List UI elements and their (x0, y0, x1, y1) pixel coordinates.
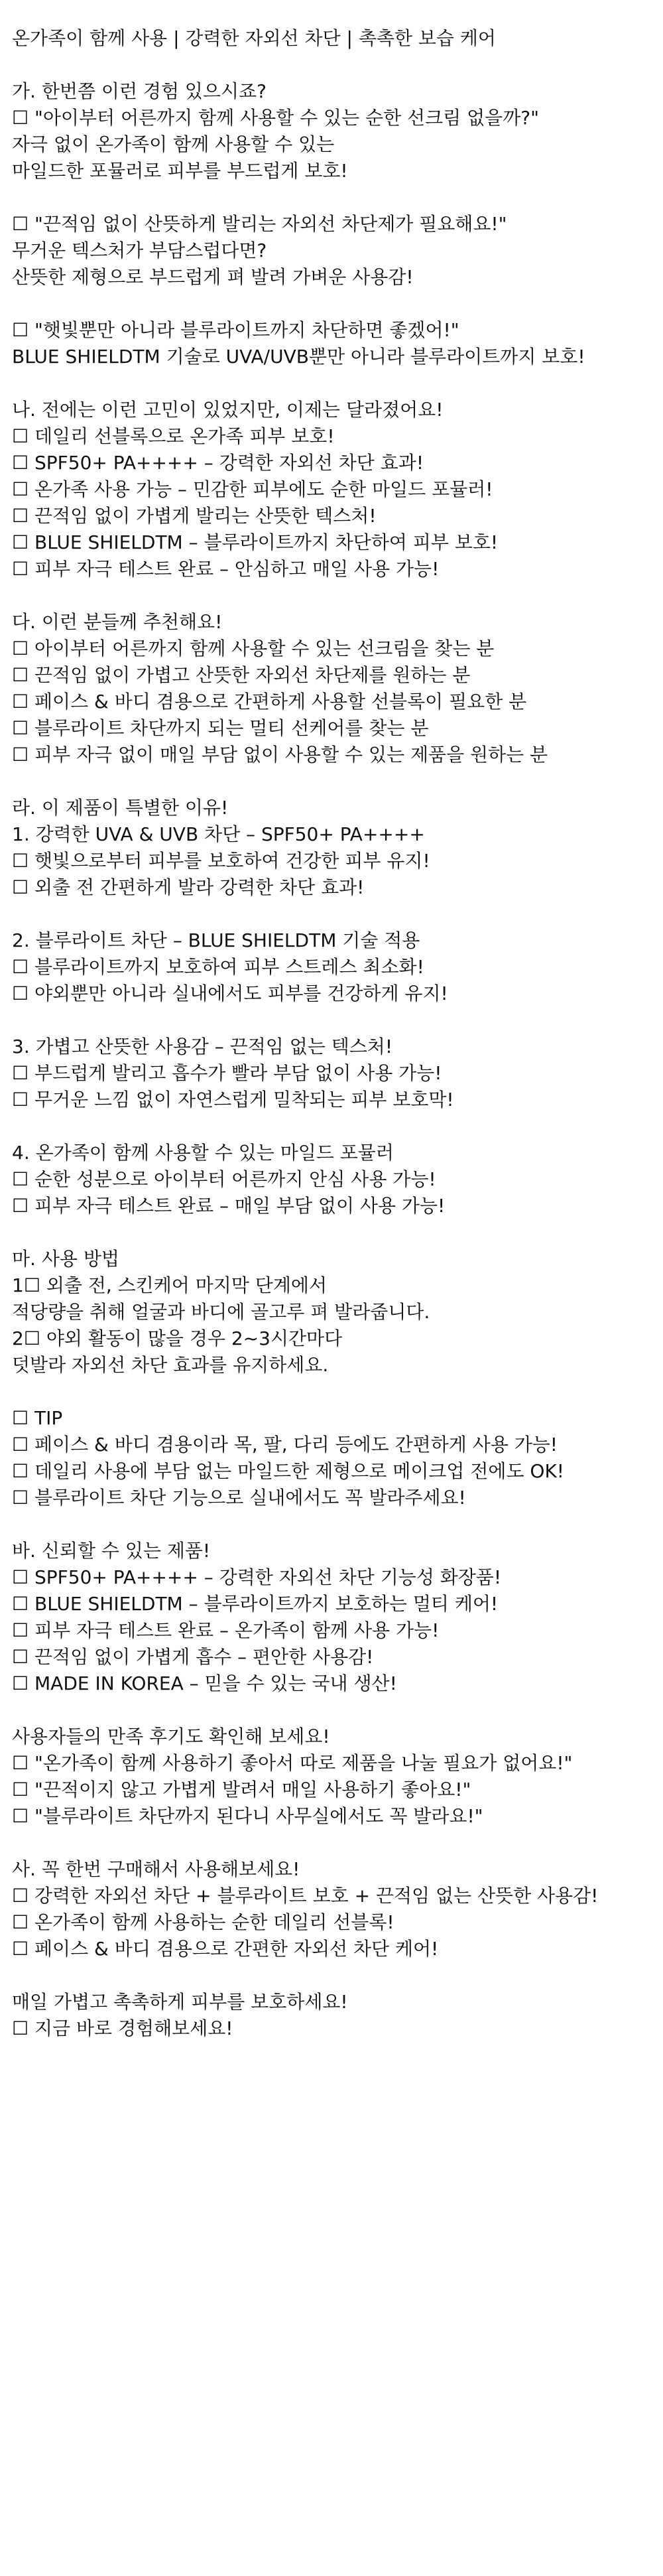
section-line-first: 라. 이 제품이 특별한 이유! (12, 797, 229, 819)
section-line: ☐ 페이스 & 바디 겸용으로 간편하게 사용할 선블록이 필요한 분 (12, 691, 527, 712)
section-line: 무거운 텍스처가 부담스럽다면? (12, 239, 267, 261)
section-line-first: 바. 신뢰할 수 있는 제품! (12, 1540, 211, 1562)
section-line: ☐ "아이부터 어른까지 함께 사용할 수 있는 순한 선크림 없을까?" (12, 107, 539, 129)
section-line-first: 3. 가볍고 산뜻한 사용감 – 끈적임 없는 텍스처! (12, 1036, 393, 1057)
section-line: ☐ 끈적임 없이 가볍고 산뜻한 자외선 차단제를 원하는 분 (12, 664, 471, 686)
section-line: ☐ SPF50+ PA++++ – 강력한 자외선 차단 기능성 화장품! (12, 1566, 502, 1588)
section-line-first: 4. 온가족이 함께 사용할 수 있는 마일드 포뮬러 (12, 1142, 394, 1164)
section-line-first: 다. 이런 분들께 추천해요! (12, 611, 223, 633)
section-line: ☐ 페이스 & 바디 겸용이라 목, 팔, 다리 등에도 간편하게 사용 가능! (12, 1434, 558, 1456)
section-line: ☐ 블루라이트 차단 기능으로 실내에서도 꼭 발라주세요! (12, 1487, 466, 1509)
section-line: ☐ "끈적이지 않고 가볍게 발려서 매일 사용하기 좋아요!" (12, 1779, 471, 1800)
section-line: ☐ SPF50+ PA++++ – 강력한 자외선 차단 효과! (12, 452, 424, 474)
section-line: 1☐ 외출 전, 스킨케어 마지막 단계에서 (12, 1274, 327, 1296)
page-title: 온가족이 함께 사용 | 강력한 자외선 차단 | 촉촉한 보습 케어 (12, 27, 496, 49)
section-line: ☐ 아이부터 어른까지 함께 사용할 수 있는 선크림을 찾는 분 (12, 638, 495, 659)
section-line-first: 가. 한번쯤 이런 경험 있으시죠? (12, 80, 267, 102)
section-line: ☐ 부드럽게 발리고 흡수가 빨라 부담 없이 사용 가능! (12, 1062, 442, 1084)
section-line: ☐ 온가족 사용 가능 – 민감한 피부에도 순한 마일드 포뮬러! (12, 478, 493, 500)
section-line-first: 매일 가볍고 촉촉하게 피부를 보호하세요! (12, 1991, 348, 2013)
section-line-first: 마. 사용 방법 (12, 1248, 119, 1270)
section-line: ☐ 온가족이 함께 사용하는 순한 데일리 선블록! (12, 1911, 394, 1933)
section-line: ☐ 페이스 & 바디 겸용으로 간편한 자외선 차단 케어! (12, 1938, 439, 1960)
section-line: ☐ 외출 전 간편하게 발라 강력한 차단 효과! (12, 876, 365, 898)
section-line: ☐ 끈적임 없이 가볍게 발리는 산뜻한 텍스처! (12, 505, 377, 527)
section-line: ☐ BLUE SHIELDTM – 블루라이트까지 보호하는 멀티 케어! (12, 1593, 499, 1615)
section-line: ☐ 강력한 자외선 차단 + 블루라이트 보호 + 끈적임 없는 산뜻한 사용감! (12, 1885, 599, 1907)
section-line: ☐ 피부 자극 테스트 완료 – 매일 부담 없이 사용 가능! (12, 1195, 446, 1217)
section-line-first: 2. 블루라이트 차단 – BLUE SHIELDTM 기술 적용 (12, 929, 420, 951)
section-line: ☐ MADE IN KOREA – 믿을 수 있는 국내 생산! (12, 1672, 397, 1694)
section-line: 1. 강력한 UVA & UVB 차단 – SPF50+ PA++++ (12, 823, 425, 845)
section-line: ☐ 야외뿐만 아니라 실내에서도 피부를 건강하게 유지! (12, 983, 448, 1004)
section-line: ☐ 피부 자극 없이 매일 부담 없이 사용할 수 있는 제품을 원하는 분 (12, 744, 548, 766)
section-line-first: ☐ TIP (12, 1407, 63, 1429)
section-line: ☐ 블루라이트 차단까지 되는 멀티 선케어를 찾는 분 (12, 717, 429, 739)
section-line: 자극 없이 온가족이 함께 사용할 수 있는 (12, 133, 335, 155)
section-line: ☐ 데일리 선블록으로 온가족 피부 보호! (12, 425, 335, 447)
section-line: BLUE SHIELDTM 기술로 UVA/UVB뿐만 아니라 블루라이트까지 보호! (12, 346, 585, 368)
section-line: ☐ 데일리 사용에 부담 없는 마일드한 제형으로 메이크업 전에도 OK! (12, 1460, 565, 1482)
section-line: 산뜻한 제형으로 부드럽게 펴 발려 가벼운 사용감! (12, 266, 414, 288)
section-line: 덧발라 자외선 차단 효과를 유지하세요. (12, 1354, 329, 1376)
section-line: ☐ 피부 자극 테스트 완료 – 안심하고 매일 사용 가능! (12, 558, 440, 580)
section-line: 적당량을 취해 얼굴과 바디에 골고루 펴 발라줍니다. (12, 1301, 430, 1323)
section-line: ☐ 블루라이트까지 보호하여 피부 스트레스 최소화! (12, 956, 424, 978)
section-line: ☐ 무거운 느낌 없이 자연스럽게 밀착되는 피부 보호막! (12, 1089, 454, 1111)
section-line-first: 사용자들의 만족 후기도 확인해 보세요! (12, 1726, 330, 1747)
section-line: ☐ "온가족이 함께 사용하기 좋아서 따로 제품을 나눌 필요가 없어요!" (12, 1752, 573, 1774)
section-line: ☐ 피부 자극 테스트 완료 – 온가족이 함께 사용 가능! (12, 1619, 440, 1641)
section-line-first: ☐ "끈적임 없이 산뜻하게 발리는 자외선 차단제가 필요해요!" (12, 213, 507, 235)
section-line: ☐ "블루라이트 차단까지 된다니 사무실에서도 꼭 발라요!" (12, 1805, 483, 1827)
section-line: ☐ 순한 성분으로 아이부터 어른까지 안심 사용 가능! (12, 1168, 436, 1190)
section-line-first: 사. 꼭 한번 구매해서 사용해보세요! (12, 1858, 300, 1880)
section-line: 2☐ 야외 활동이 많을 경우 2~3시간마다 (12, 1327, 343, 1349)
section-line: ☐ 지금 바로 경험해보세요! (12, 2017, 233, 2039)
section-line: ☐ 햇빛으로부터 피부를 보호하여 건강한 피부 유지! (12, 850, 430, 872)
section-line-first: ☐ "햇빛뿐만 아니라 블루라이트까지 차단하면 좋겠어!" (12, 319, 459, 341)
section-line: ☐ 끈적임 없이 가볍게 흡수 – 편안한 사용감! (12, 1646, 374, 1668)
section-line: 마일드한 포뮬러로 피부를 부드럽게 보호! (12, 160, 348, 182)
section-line: ☐ BLUE SHIELDTM – 블루라이트까지 차단하여 피부 보호! (12, 531, 499, 553)
section-line-first: 나. 전에는 이런 고민이 있었지만, 이제는 달라졌어요! (12, 399, 444, 421)
